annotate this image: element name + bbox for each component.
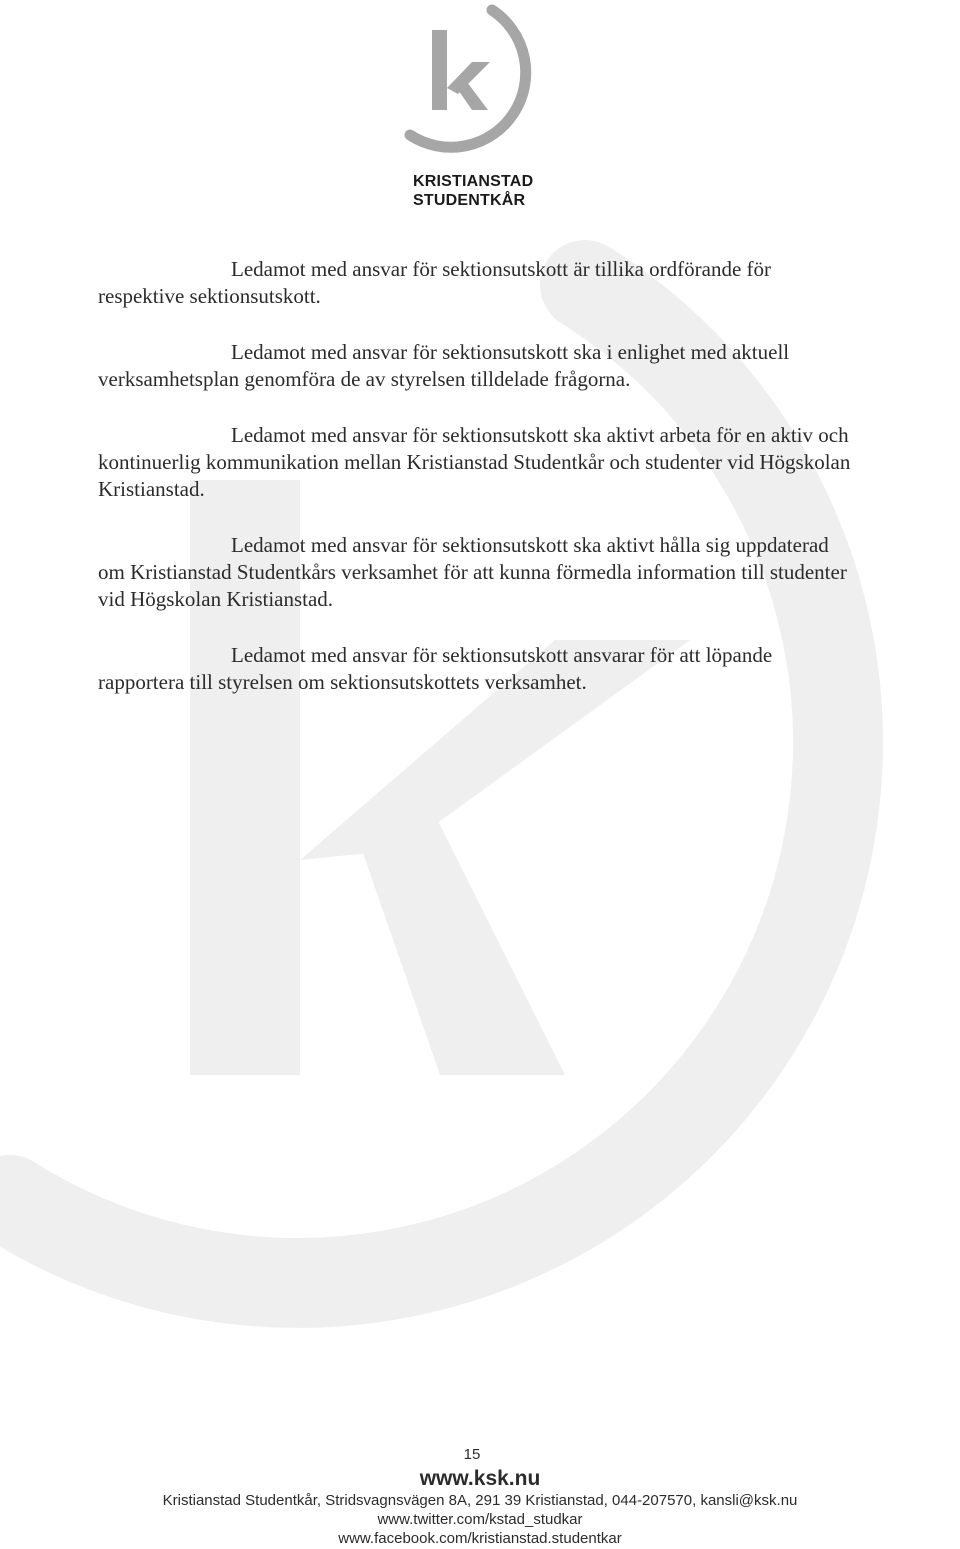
- footer-facebook-link: www.facebook.com/kristianstad.studentkar: [338, 1530, 622, 1547]
- paragraph: Ledamot med ansvar för sektionsutskott är tillika ordförande för respektive sektionsutskott.: [98, 257, 772, 308]
- footer-address: Kristianstad Studentkår, Stridsvagnsvägen 8A, 291 39 Kristianstad, 044-207570, kansli@ksk.nu: [162, 1492, 798, 1509]
- footer-website: www.ksk.nu: [419, 1467, 541, 1490]
- paragraph: Ledamot med ansvar för sektionsutskott ska aktivt arbeta för en aktiv och kontinuerlig kommunikation mellan Kristianstad Studentkår och studenter vid Högskolan Kristianstad.: [98, 423, 851, 501]
- paragraph: Ledamot med ansvar för sektionsutskott ska aktivt hålla sig uppdaterad om Kristianstad Studentkårs verksamhet för att kunna förmedla information till studenter vid Högskolan Kristianstad.: [98, 533, 847, 611]
- paragraph: Ledamot med ansvar för sektionsutskott ska i enlighet med aktuell verksamhetsplan genomföra de av styrelsen tilldelade frågorna.: [98, 340, 790, 391]
- footer-twitter-link: www.twitter.com/kstad_studkar: [377, 1511, 583, 1528]
- logo-line-2: STUDENTKÅR: [413, 192, 526, 209]
- page-number: 15: [463, 1446, 481, 1463]
- logo-line-1: KRISTIANSTAD: [413, 173, 534, 190]
- logo-wordmark: [413, 172, 533, 210]
- paragraph: Ledamot med ansvar för sektionsutskott ansvarar för att löpande rapportera till styrelsen om sektionsutskottets verksamhet.: [98, 643, 773, 694]
- watermark-k-lower-leg: [355, 815, 565, 1075]
- document-body: [98, 256, 858, 725]
